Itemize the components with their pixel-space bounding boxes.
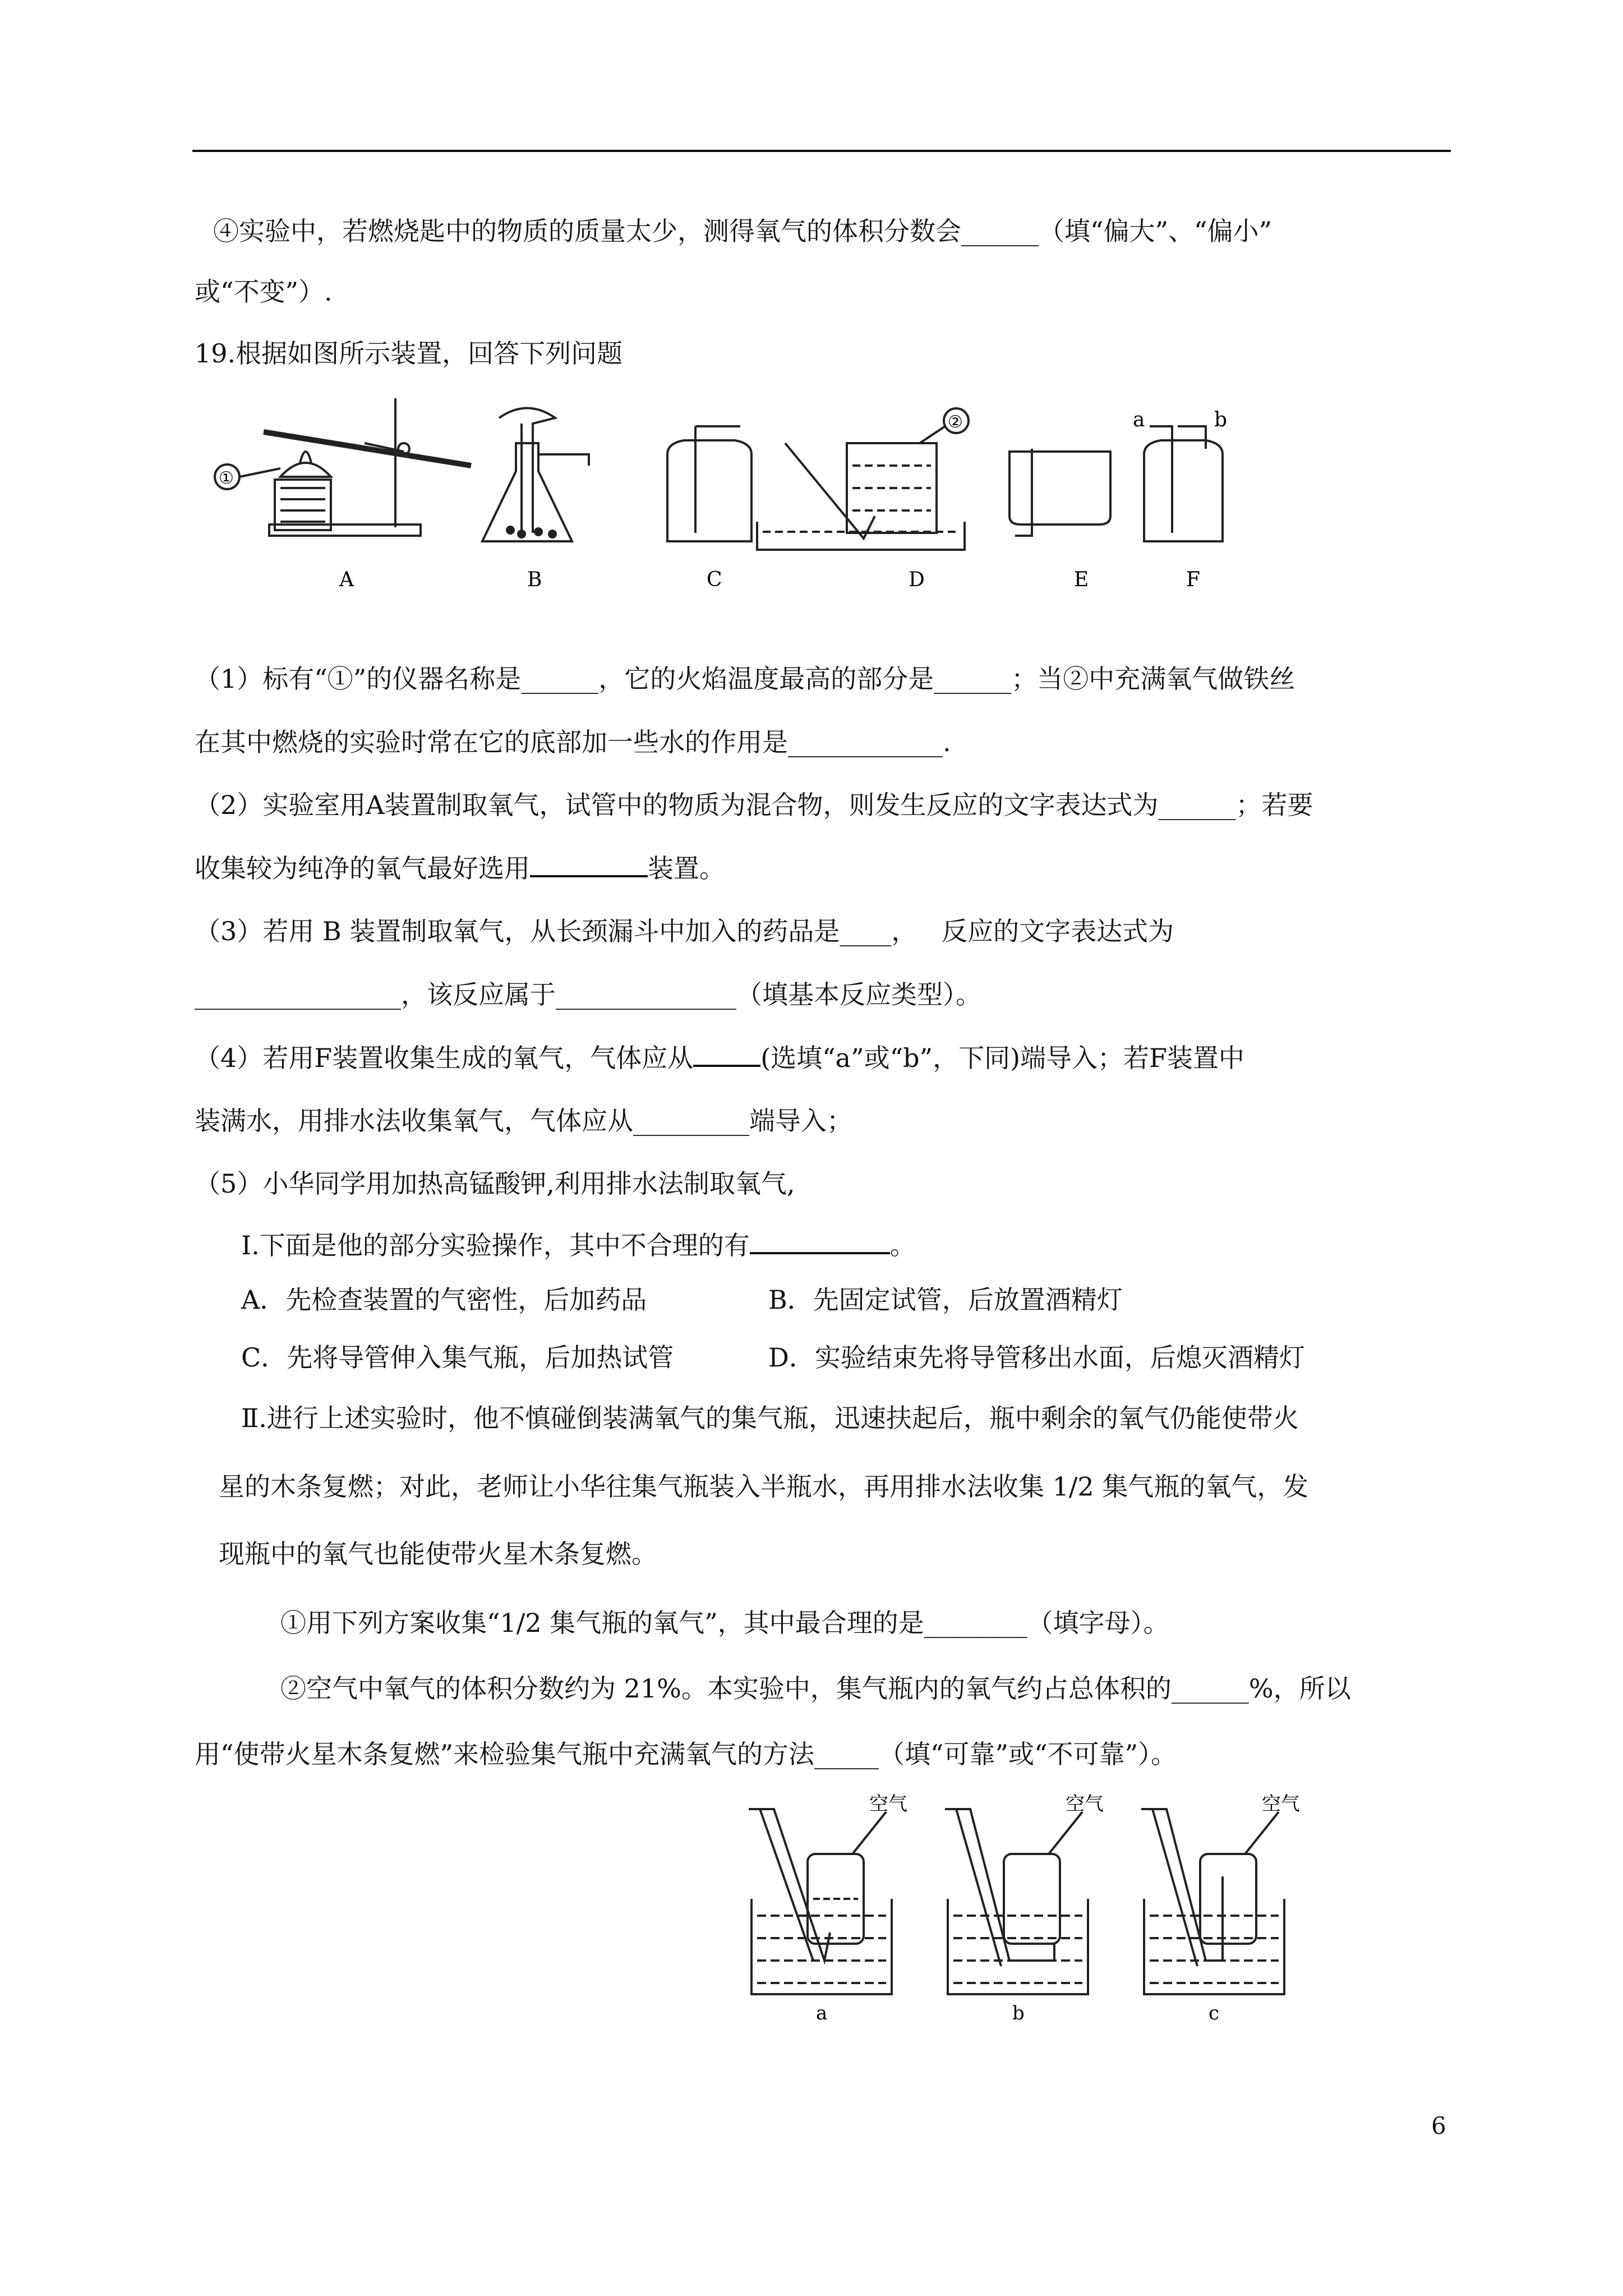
- label-D: D: [909, 568, 925, 591]
- port-a-label: a: [1133, 408, 1145, 431]
- option-D: D．实验结束先将导管移出水面，后熄灭酒精灯: [768, 1342, 1305, 1373]
- page-number: 6: [1431, 2112, 1446, 2139]
- header-rule: [192, 150, 1451, 152]
- text-line: （4）若用F装置收集生成的氧气，气体应从 (选填“a”或“b”，下同)端导入；若F装置中: [195, 1043, 1244, 1073]
- scheme-label-b: b: [1012, 2002, 1025, 2024]
- gas-bottle: [667, 440, 751, 541]
- inverted-gas-bottle: [1009, 452, 1110, 524]
- option-A: A．先检查装置的气密性，后加药品: [241, 1285, 647, 1315]
- wash-bottle: [1144, 440, 1223, 541]
- label-F: F: [1186, 568, 1200, 591]
- label-B: B: [527, 568, 542, 591]
- text-line: （5）小华同学用加热高锰酸钾,利用排水法制取氧气,: [195, 1168, 795, 1199]
- text-line: 收集较为纯净的氧气最好选用 装置。: [195, 853, 725, 884]
- scheme-label-c: c: [1209, 2002, 1220, 2024]
- text-line: 现瓶中的氧气也能使带火星木条复燃。: [219, 1539, 657, 1569]
- text-line: 在其中燃烧的实验时常在它的底部加一些水的作用是____________.: [195, 727, 951, 757]
- option-B: B．先固定试管，后放置酒精灯: [768, 1285, 1123, 1315]
- text-line: ②空气中氧气的体积分数约为 21%。本实验中，集气瓶内的氧气约占总体积的______%，所以: [280, 1673, 1351, 1704]
- answer-blank: [693, 1043, 760, 1067]
- option-C: C．先将导管伸入集气瓶，后加热试管: [241, 1342, 674, 1373]
- collection-schemes-figure: [740, 1792, 1346, 2045]
- text-line: 或“不变”）.: [195, 277, 333, 307]
- scheme-label-a: a: [816, 2002, 828, 2024]
- answer-blank: [750, 1231, 890, 1254]
- port-b-label: b: [1214, 408, 1228, 431]
- text-line: Ⅱ.进行上述实验时，他不慎碰倒装满氧气的集气瓶，迅速扶起后，瓶中剩余的氧气仍能使带火: [241, 1403, 1299, 1433]
- air-label-a: 空气: [869, 1793, 907, 1815]
- label-A: A: [339, 568, 354, 591]
- test-tube: [264, 432, 471, 466]
- text-line: 装满水，用排水法收集氧气，气体应从_________端导入；: [195, 1106, 852, 1136]
- text-line: Ⅰ.下面是他的部分实验操作，其中不合理的有 。: [241, 1230, 916, 1260]
- question-title: 19.根据如图所示装置，回答下列问题: [195, 338, 623, 369]
- marker-2: ②: [948, 412, 963, 432]
- text-line: ④实验中，若燃烧匙中的物质的质量太少，测得氧气的体积分数会______（填“偏大”、“偏小”: [213, 216, 1272, 246]
- label-C: C: [707, 568, 722, 591]
- conical-flask: [482, 443, 572, 541]
- text-line: （3）若用 B 装置制取氧气，从长颈漏斗中加入的药品是____， 反应的文字表达式为: [195, 916, 1174, 946]
- text-line: ①用下列方案收集“1/2 集气瓶的氧气”，其中最合理的是________（填字母）。: [280, 1608, 1169, 1638]
- marker-1: ①: [219, 468, 234, 488]
- alcohol-lamp: [280, 463, 331, 477]
- text-line: ________________，该反应属于______________（填基本反应类型）。: [195, 979, 981, 1010]
- label-E: E: [1074, 568, 1089, 591]
- answer-blank: [530, 854, 648, 877]
- air-label-b: 空气: [1066, 1793, 1104, 1815]
- text-line: （1）标有“①”的仪器名称是______，它的火焰温度最高的部分是______；当②中充满氧气做铁丝: [195, 664, 1295, 694]
- text-line: （2）实验室用A装置制取氧气，试管中的物质为混合物，则发生反应的文字表达式为______；若要: [195, 790, 1313, 820]
- text-line: 用“使带火星木条复燃”来检验集气瓶中充满氧气的方法_____（填“可靠”或“不可靠”）。: [195, 1739, 1177, 1769]
- air-label-c: 空气: [1262, 1793, 1300, 1815]
- text-line: 星的木条复燃；对此，老师让小华往集气瓶装入半瓶水，再用排水法收集 1/2 集气瓶的氧气，发: [219, 1471, 1309, 1502]
- apparatus-figure: [202, 387, 1228, 611]
